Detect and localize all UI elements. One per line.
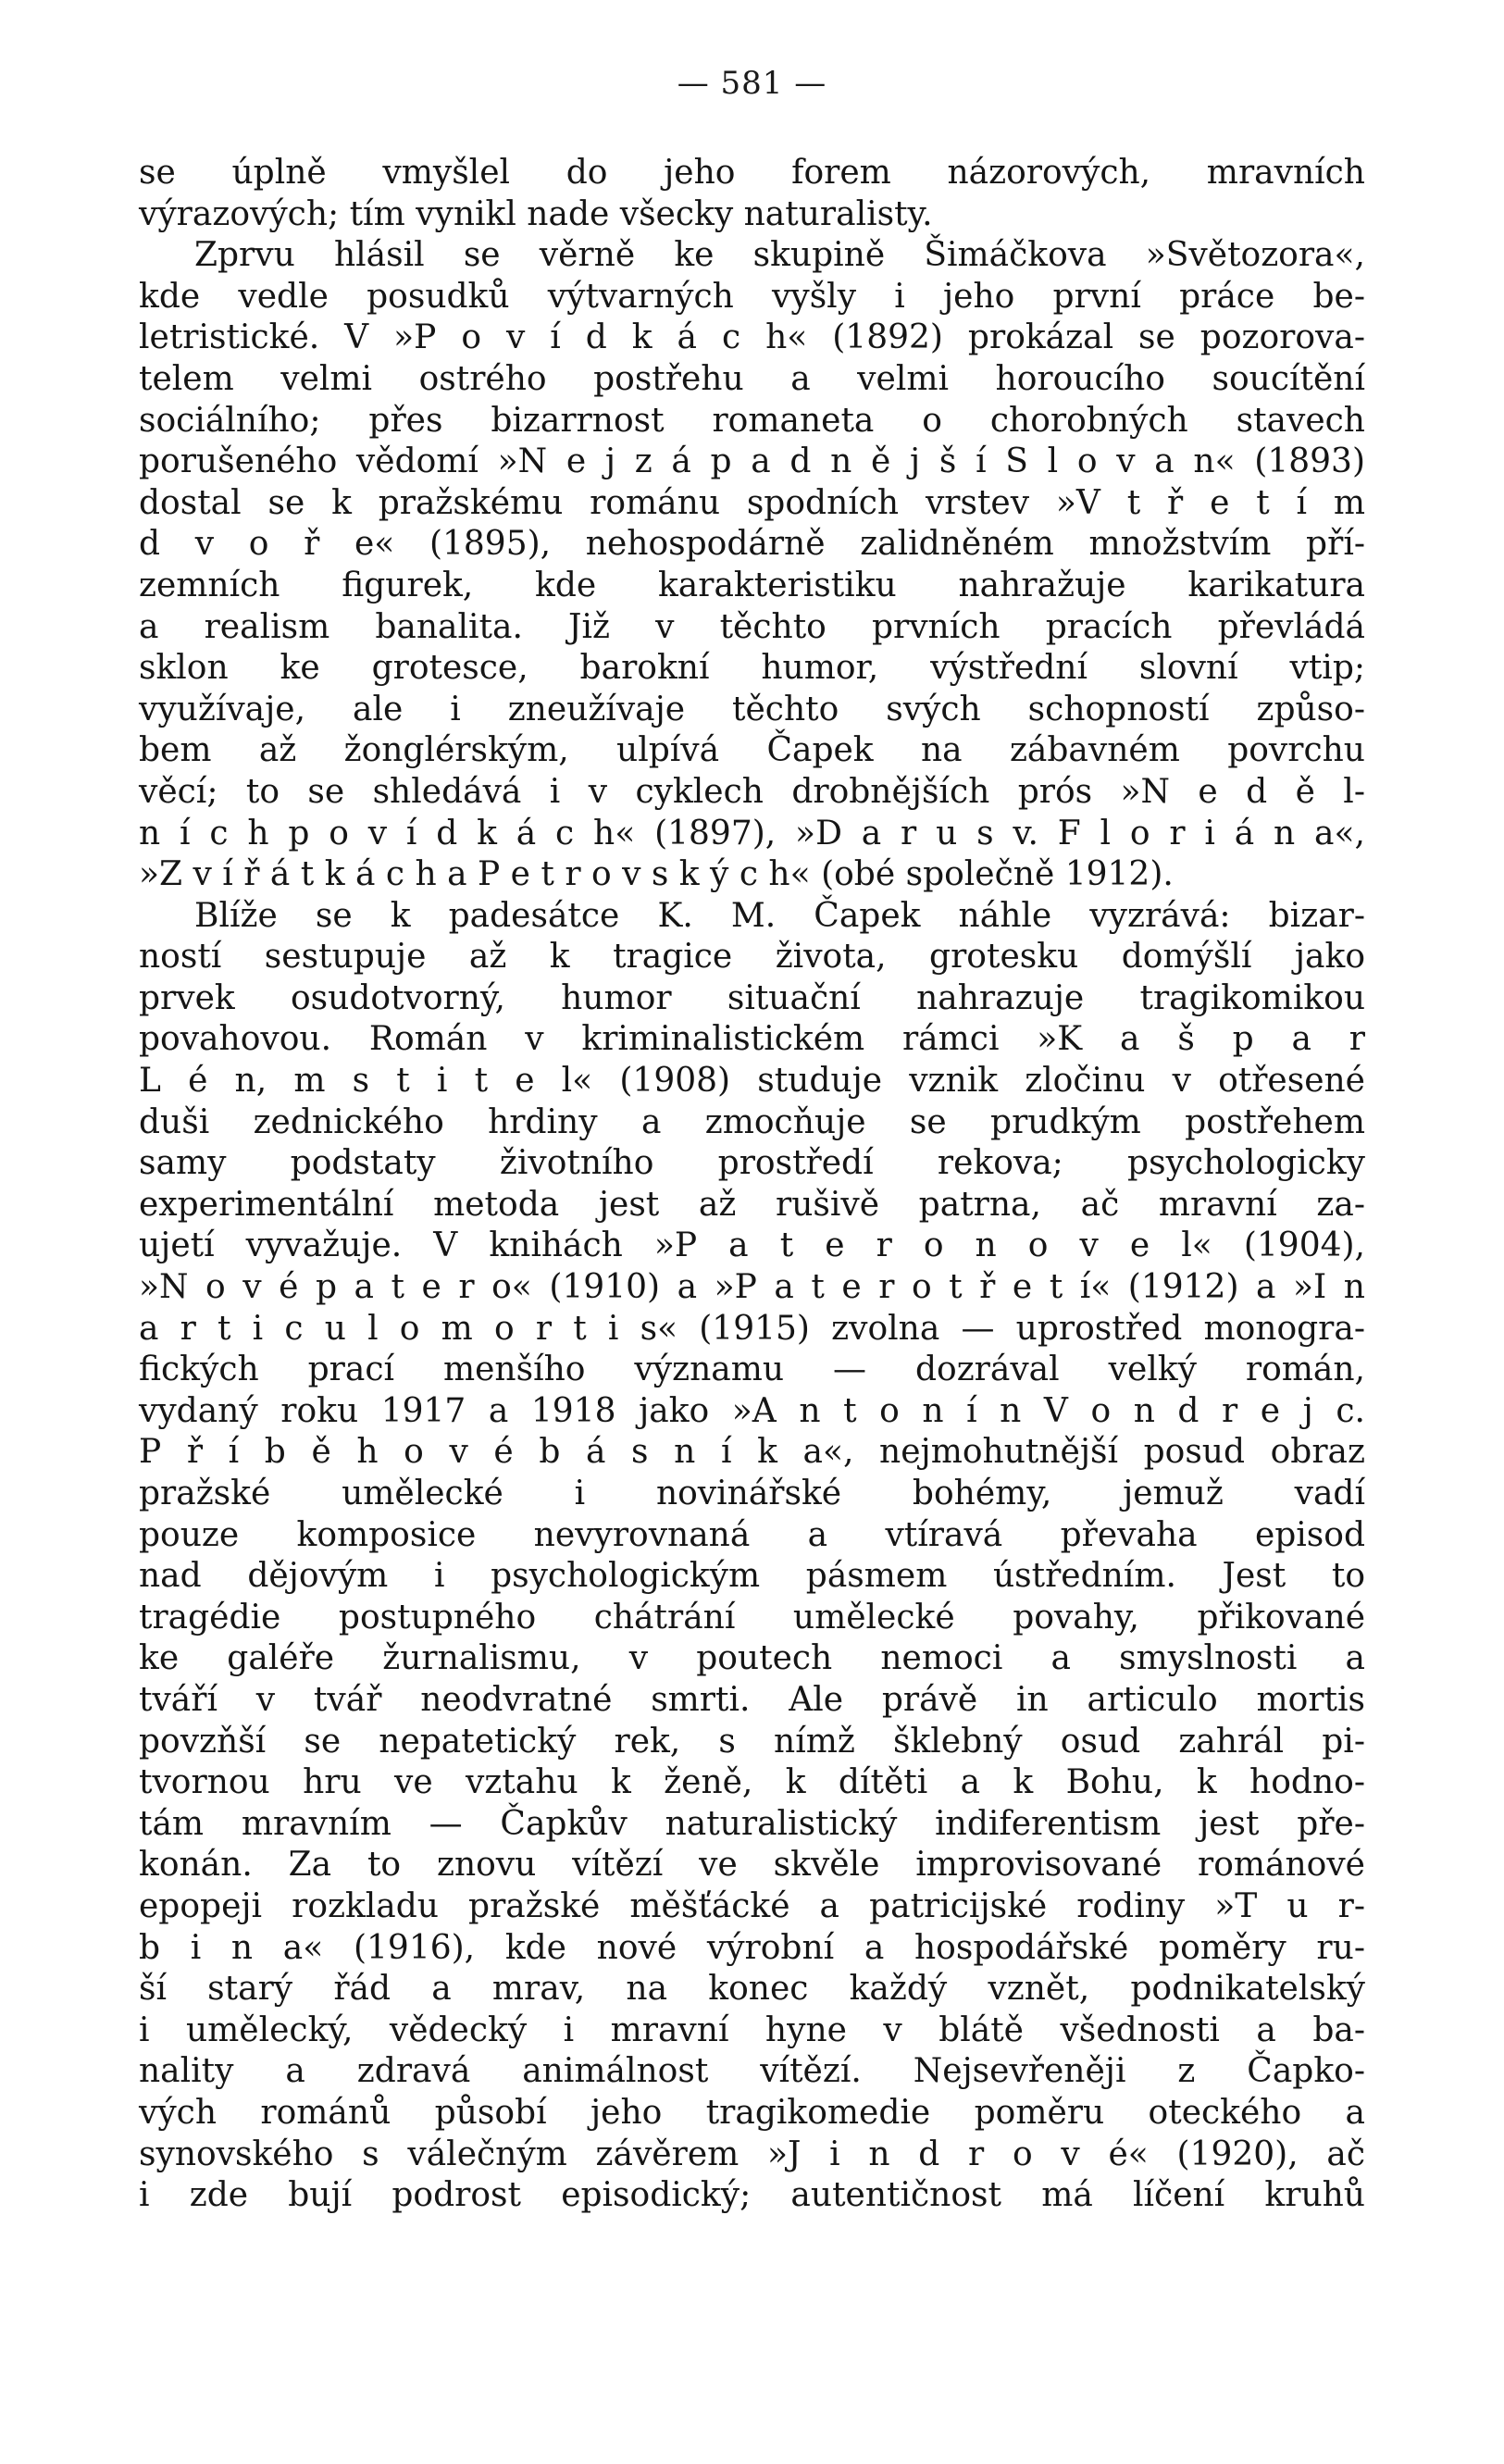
text-line: konán. Za to znovu vítězí ve skvěle improvisované románové	[139, 1846, 1365, 1885]
text-line: využívaje, ale i zneužívaje těchto svých schopností způso-	[139, 690, 1365, 728]
text-line: povahovou. Román v kriminalistickém rámci »K a š p a r	[139, 1020, 1365, 1059]
text-line: Zprvu hlásil se věrně ke skupině Šimáčkova »Světozora«,	[194, 236, 1365, 275]
text-line: synovského s válečným závěrem »J i n d r o v é« (1920), ač	[139, 2134, 1365, 2173]
text-line: experimentální metoda jest až rušivě patrna, ač mravní za-	[139, 1185, 1365, 1224]
text-line: »N o v é p a t e r o« (1910) a »P a t e r o t ř e t í« (1912) a »I n	[139, 1268, 1365, 1307]
text-line: Blíže se k padesátce K. M. Čapek náhle vyzrává: bizar-	[194, 896, 1365, 935]
text-line: porušeného vědomí »N e j z á p a d n ě j š í S l o v a n« (1893)	[139, 442, 1365, 481]
text-line: zemních figurek, kde karakteristiku nahražuje karikatura	[139, 566, 1365, 604]
text-line: bem až žonglérským, ulpívá Čapek na zábavném povrchu	[139, 731, 1365, 770]
text-line: i umělecký, vědecký i mravní hyne v blátě všednosti a ba-	[139, 2010, 1365, 2049]
text-line: sklon ke grotesce, barokní humor, výstřední slovní vtip;	[139, 649, 1365, 688]
text-line: b i n a« (1916), kde nové výrobní a hospodářské poměry ru-	[139, 1928, 1365, 1967]
text-line: a realism banalita. Již v těchto prvních pracích převládá	[139, 607, 1365, 646]
text-line: povzňší se nepatetický rek, s nímž šklebný osud zahrál pi-	[139, 1722, 1365, 1761]
text-line: d v o ř e« (1895), nehospodárně zalidněném množstvím pří-	[139, 525, 1365, 564]
text-line: pouze komposice nevyrovnaná a vtíravá převaha episod	[139, 1515, 1365, 1554]
text-line: vydaný roku 1917 a 1918 jako »A n t o n í n V o n d r e j c.	[139, 1391, 1365, 1430]
text-line: dostal se k pražskému románu spodních vrstev »V t ř e t í m	[139, 483, 1365, 522]
text-line: prvek osudotvorný, humor situační nahrazuje tragikomikou	[139, 978, 1365, 1017]
text-line: ujetí vyvažuje. V knihách »P a t e r o n o v e l« (1904),	[139, 1226, 1365, 1265]
text-line: telem velmi ostrého postřehu a velmi horoucího soucítění	[139, 359, 1365, 398]
text-line: letristické. V »P o v í d k á c h« (1892) prokázal se pozorova-	[139, 318, 1365, 357]
text-line: ší starý řád a mrav, na konec každý vznět, podnikatelský	[139, 1970, 1365, 2009]
text-line: ností sestupuje až k tragice života, grotesku domýšlí jako	[139, 938, 1365, 977]
text-line: vých románů působí jeho tragikomedie poměru oteckého a	[139, 2093, 1365, 2132]
text-line: a r t i c u l o m o r t i s« (1915) zvolna — uprostřed monogra-	[139, 1309, 1365, 1348]
text-line: samy podstaty životního prostředí rekova; psychologicky	[139, 1144, 1365, 1183]
text-line: n í c h p o v í d k á c h« (1897), »D a r u s v. F l o r i á n a«,	[139, 814, 1365, 852]
text-line: tragédie postupného chátrání umělecké povahy, přikované	[139, 1598, 1365, 1636]
text-line: tváří v tvář neodvratné smrti. Ale právě in articulo mortis	[139, 1680, 1365, 1719]
body-text	[139, 153, 1365, 2217]
text-line: věcí; to se shledává i v cyklech drobnějších prós »N e d ě l-	[139, 772, 1365, 811]
text-line: sociálního; přes bizarrnost romaneta o chorobných stavech	[139, 401, 1365, 440]
text-line: P ř í b ě h o v é b á s n í k a«, nejmohutnější posud obraz	[139, 1433, 1365, 1472]
text-line: »Z v í ř á t k á c h a P e t r o v s k ý c h« (obé společně 1912).	[139, 855, 1174, 894]
text-line: nad dějovým i psychologickým pásmem ústředním. Jest to	[139, 1557, 1365, 1596]
text-line: nality a zdravá animálnost vítězí. Nejsevřeněji z Čapko-	[139, 2052, 1365, 2091]
text-line: duši zednického hrdiny a zmocňuje se prudkým postřehem	[139, 1102, 1365, 1141]
text-line: tám mravním — Čapkův naturalistický indiferentism jest pře-	[139, 1804, 1365, 1843]
text-line: se úplně vmyšlel do jeho forem názorových, mravních	[139, 154, 1365, 192]
text-line: výrazových; tím vynikl nade všecky naturalisty.	[139, 194, 933, 233]
text-line: fických prací menšího významu — dozrával velký román,	[139, 1350, 1365, 1389]
text-line: i zde bují podrost episodický; autentičnost má líčení kruhů	[139, 2176, 1365, 2215]
page-number: — 581 —	[677, 65, 827, 102]
text-line: ke galéře žurnalismu, v poutech nemoci a smyslnosti a	[139, 1639, 1365, 1678]
text-line: pražské umělecké i novinářské bohémy, jemuž vadí	[139, 1475, 1365, 1512]
text-line: tvornou hru ve vztahu k ženě, k dítěti a k Bohu, k hodno-	[139, 1763, 1365, 1802]
text-line: kde vedle posudků výtvarných vyšly i jeho první práce be-	[139, 277, 1365, 316]
text-line: L é n, m s t i t e l« (1908) studuje vznik zločinu v otřesené	[139, 1062, 1365, 1101]
text-line: epopeji rozkladu pražské měšťácké a patricijské rodiny »T u r-	[139, 1886, 1365, 1925]
